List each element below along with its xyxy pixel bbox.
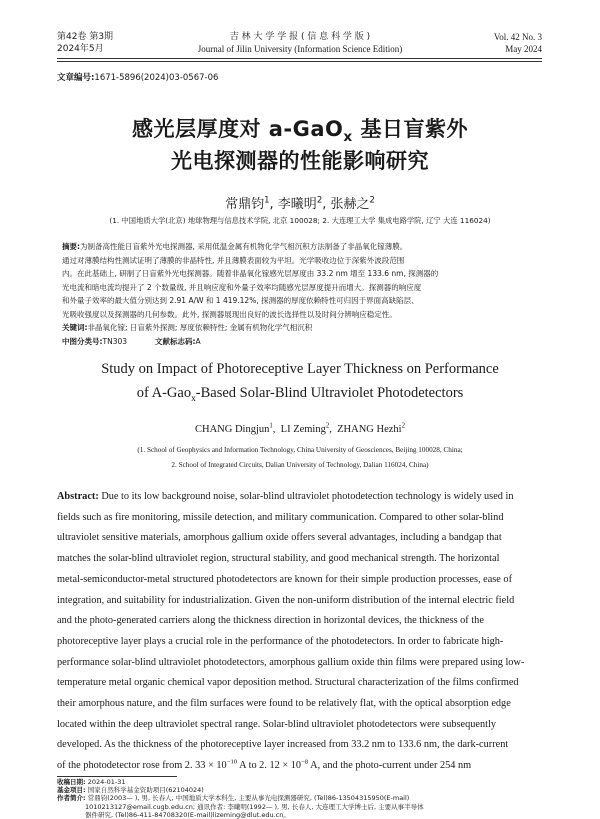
title-en-line1: Study on Impact of Photoreceptive Layer Thickness on Performance — [101, 361, 499, 377]
abstract-en-line: their amorphous nature, and the film surfaces were found to be relatively flat, with the optical absorption edge — [57, 698, 511, 710]
received-label: 收稿日期: — [57, 778, 86, 786]
article-id-label: 文章编号: — [57, 73, 95, 83]
authors-en: CHANG Dingjun$^1$, LI Zeming$^2$, ZHANG Hezhi$^2$ — [194, 422, 405, 435]
title-cn-part1: 感光层厚度对 a-GaO — [131, 117, 344, 141]
fund-label: 基金项目: — [57, 786, 86, 795]
affiliation-en-line2: 2. School of Integrated Circuits, Dalian University of Technology, Dalian 116024, China) — [171, 461, 429, 469]
author-bio-line2: 1010213127@email.cugb.edu.cn; 通讯作者: 李曦明(1992— ), 男, 长春人, 大连理工大学博士后, 主要从事半导体 — [85, 802, 424, 811]
abstract-en-last-c: A, and the photo-current under 254 nm — [308, 760, 472, 772]
header-volume-cn: 第42卷 第3期 — [57, 32, 114, 42]
affiliation-en — [0, 443, 600, 473]
author-bio-line3: 器件研究, (Tel)86-411-84708320(E-mail)lizeming@dlut.edu.cn。 — [85, 810, 290, 819]
title-cn-line1 — [0, 112, 600, 146]
abstract-en-line: fields such as fire monitoring, missile detection, and military communication. Compared to other solar-blind — [57, 511, 504, 523]
fund-value: 国家自然科学基金资助项目(62104024) — [87, 786, 204, 795]
header-rule — [57, 58, 542, 59]
title-cn-line2: 光电探测器的性能影响研究 — [171, 149, 429, 173]
header-date-cn: 2024年5月 — [57, 44, 104, 54]
title-en-line2 — [0, 381, 600, 406]
keywords-cn-value: 非晶氧化镓; 日盲紫外探测; 厚度依赖特性; 金属有机物化学气相沉积 — [87, 323, 313, 332]
article-id — [57, 71, 218, 83]
abstract-en — [57, 487, 543, 777]
author-bio-label: 作者简介: — [57, 794, 86, 803]
affiliation-cn: (1. 中国地质大学(北京) 地球物理与信息技术学院, 北京 100028; 2. 大连理工大学 集成电路学院, 辽宁 大连 116024) — [109, 216, 491, 225]
abstract-en-last-sup2: −8 — [301, 758, 309, 766]
author-en-1: CHANG Dingjun — [194, 424, 270, 435]
class-label: 中图分类号: — [62, 336, 103, 346]
keywords-cn — [62, 321, 540, 335]
abstract-en-line: ultraviolet sensitive materials, amorphous gallium oxide offers several advantages, including a bandgap that — [57, 532, 502, 544]
header-rule-thin — [57, 61, 542, 62]
doc-code-label: 文献标志码: — [155, 336, 196, 346]
author-en-3-sup: 2 — [401, 422, 405, 430]
abstract-cn-label: 摘要: — [62, 242, 80, 251]
abstract-en-last-line — [57, 756, 543, 777]
abstract-en-line: Due to its low background noise, solar-blind ultraviolet photodetection technology is widely used in — [101, 491, 514, 502]
header-journal-cn: 吉 林 大 学 学 报 ( 信 息 科 学 版 ) — [229, 32, 371, 42]
author-en-3: ZHANG Hezhi — [337, 424, 402, 435]
title-cn-sub: x — [343, 129, 353, 146]
header-date-en: May 2024 — [505, 44, 542, 54]
keywords-cn-label: 关键词: — [62, 323, 88, 332]
author-bio-line1: 常鼎钧(2003— ), 男, 长春人, 中国地质大学本科生, 主要从事光电探测器研究, (Tel)86-13504315950(E-mail) — [87, 794, 410, 803]
author-cn-sep-1: , — [269, 197, 278, 212]
author-cn-1: 常鼎钧 — [225, 197, 265, 212]
header-volume-en: Vol. 42 No. 3 — [493, 32, 542, 42]
author-en-2-sup: 2 — [325, 422, 330, 430]
abstract-cn-line: 光吸收强度以及探测器的几何参数。此外, 探测器展现出良好的波长选择性以及时间分辨响应稳定性。 — [62, 309, 397, 319]
abstract-cn-line: 内。在此基础上, 研制了日盲紫外光电探测器。随着非晶氧化镓感光层厚度由 33.2 nm 增至 133.6 nm, 探测器的 — [62, 269, 439, 278]
abstract-cn-line: 为制备高性能日盲紫外光电探测器, 采用低温金属有机物化学气相沉积方法制备了非晶氧化镓薄膜。 — [80, 242, 408, 251]
title-cn-part2: 基日盲紫外 — [352, 117, 469, 141]
title-en-part2: -Based Solar-Blind Ultraviolet Photodetectors — [195, 385, 464, 401]
class-value: TN303 — [102, 336, 128, 346]
title-en-part1: of A-Gao — [136, 385, 192, 401]
abstract-en-line: developed. As the thickness of the photoreceptive layer increased from 33.2 nm to 133.6 nm, the dark-current — [57, 739, 509, 751]
abstract-cn-line: 光电流和暗电流均提升了 2 个数量级, 并且响应度和外量子效率均随感光层厚度提升而增大。探测器的响应度 — [62, 282, 422, 292]
abstract-en-line: matches the solar-blind ultraviolet region, structural stability, and good mechanical strength. The horizontal — [57, 553, 500, 565]
affiliation-en-line1: (1. School of Geophysics and Information Technology, China University of Geosciences, Beijing 100028, China; — [137, 446, 463, 454]
received-date: 2024-01-31 — [87, 778, 126, 786]
abstract-en-line: and the photo-generated carriers along the thickness direction in horizontal devices, the thickness of the — [57, 615, 484, 627]
abstract-cn-line: 通过对薄膜结构性测试证明了薄膜的非晶特性, 并且薄膜表面较为平坦。光学吸收边位于深紫外波段范围 — [62, 255, 405, 265]
abstract-en-line: metal-semiconductor-metal structured photodetectors are known for their simple production processes, ease of — [57, 573, 512, 585]
abstract-cn — [62, 240, 540, 348]
doc-code-value: A — [195, 336, 201, 346]
author-en-2: LI Zeming — [280, 424, 326, 435]
abstract-en-line: performance solar-blind ultraviolet photodetectors, amorphous gallium oxide thin films were prepared using low- — [57, 656, 525, 668]
abstract-en-last-sup1: −10 — [226, 758, 238, 766]
classification-cn — [62, 335, 540, 349]
abstract-en-line: located within the deep ultraviolet spectral range. Solar-blind ultraviolet photodetectors were subsequently — [57, 718, 496, 730]
article-id-value: 1671-5896(2024)03-0567-06 — [94, 73, 219, 83]
abstract-en-label: Abstract: — [57, 491, 99, 502]
author-en-1-sup: 1 — [269, 422, 273, 430]
abstract-en-line: temperature metal organic chemical vapor deposition method. Structural characterization of the films confirmed — [57, 677, 519, 689]
footnote-rule — [57, 776, 177, 777]
author-cn-3-sup: 2 — [369, 194, 375, 205]
abstract-en-last-b: A to 2. 12 × 10 — [237, 760, 302, 772]
header-journal-en: Journal of Jilin University (Information Science Edition) — [197, 44, 403, 54]
authors-cn — [0, 193, 600, 212]
title-en-sub: x — [191, 393, 196, 404]
author-cn-3: 张赫之 — [330, 197, 370, 212]
abstract-en-last-a: of the photodetector rose from 2. 33 × 10 — [57, 760, 227, 772]
abstract-en-line: photoreceptive layer plays a crucial role in the performance of the photodetectors. In order to fabricate high- — [57, 635, 504, 647]
abstract-en-line: integration, and suitability for industrialization. Given the non-uniform distribution of the internal electric field — [57, 594, 515, 606]
author-cn-1-sup: 1 — [264, 194, 270, 205]
author-cn-2: 李曦明 — [277, 197, 317, 212]
author-cn-sep-2: , — [322, 197, 331, 212]
footnotes — [57, 778, 547, 819]
author-cn-2-sup: 2 — [316, 194, 323, 205]
abstract-cn-line: 和外量子效率的最大值分别达到 2.91 A/W 和 1 419.12%, 探测器的厚度依赖特性可归因于界面高缺陷层、 — [62, 296, 419, 305]
